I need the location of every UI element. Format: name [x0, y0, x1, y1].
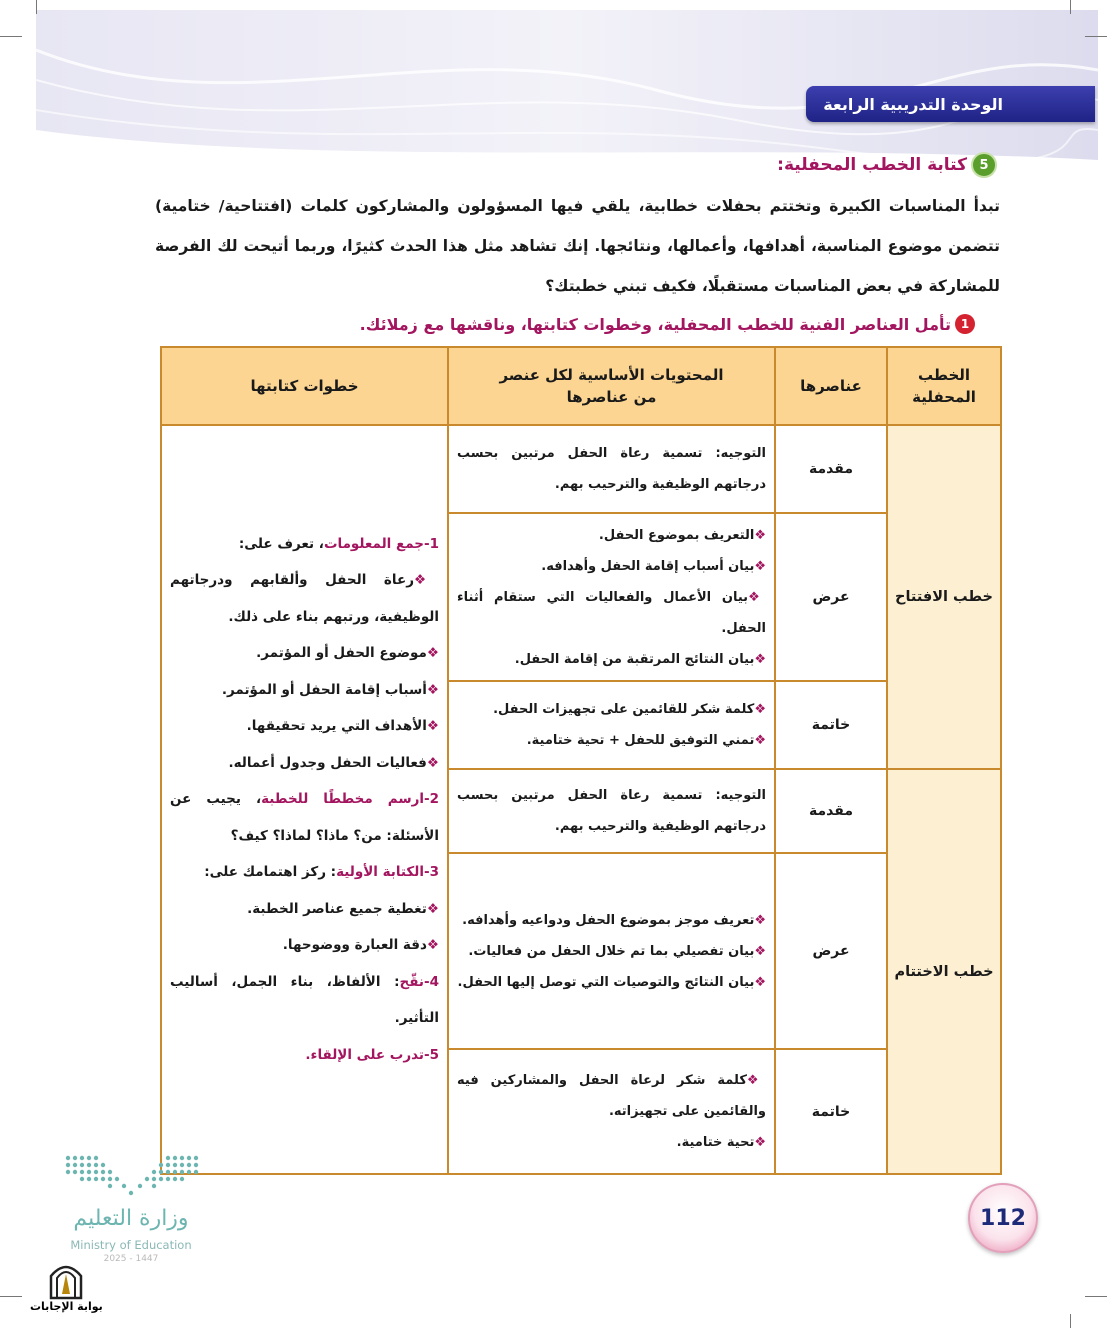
opening-intro-content: التوجيه: تسمية رعاة الحفل مرتبين بحسب درجاتهم الوظيفية والترحيب بهم.: [448, 425, 775, 513]
step-1-item: ❖ أسباب إقامة الحفل أو المؤتمر.: [170, 672, 439, 709]
opening-speech-type: خطب الافتتاح: [887, 425, 1001, 769]
closing-body-element: عرض: [775, 853, 887, 1049]
content-item: ❖ كلمة شكر للقائمين على تجهيزات الحفل.: [457, 694, 766, 725]
answers-portal-watermark: بوابة الإجابات: [30, 1300, 103, 1313]
crop-mark: [1085, 36, 1107, 37]
section-title: كتابة الخطب المحفلية:: [777, 155, 967, 175]
writing-steps: [161, 425, 448, 1174]
header-contents: [448, 347, 775, 425]
opening-body-content: [448, 513, 775, 681]
content-item: ❖ بيان تفصيلي بما تم خلال الحفل من فعاليات.: [457, 936, 766, 967]
page-number: 112: [980, 1205, 1026, 1231]
ministry-name-english: Ministry of Education: [70, 1238, 192, 1252]
ministry-name-arabic: وزارة التعليم: [73, 1206, 189, 1231]
crop-mark: [1070, 1314, 1071, 1328]
closing-conclusion-element: خاتمة: [775, 1049, 887, 1174]
unit-banner: الوحدة التدريبية الرابعة: [806, 86, 1095, 122]
content-item: ❖ كلمة شكر لرعاة الحفل والمشاركين فيه والقائمين على تجهيزاته.: [457, 1065, 766, 1127]
crop-mark: [0, 36, 22, 37]
step-3: 3-الكتابة الأولية: ركز اهتمامك على:: [204, 864, 439, 881]
content-item: ❖ بيان أسباب إقامة الحفل وأهدافه.: [457, 551, 766, 582]
closing-intro-content: التوجيه: تسمية رعاة الحفل مرتبين بحسب درجاتهم الوظيفية والترحيب بهم.: [448, 769, 775, 853]
crop-mark: [36, 0, 37, 14]
activity-heading: [360, 314, 975, 334]
step-5-title: تدرب على الإلقاء.: [305, 1046, 424, 1063]
step-3-item: ❖ دقة العبارة ووضوحها.: [170, 927, 439, 964]
answers-portal-logo-icon: [45, 1258, 87, 1300]
header-contents-line: المحتويات الأساسية لكل عنصر: [499, 366, 724, 384]
content-item: ❖ بيان النتائج المرتقبة من إقامة الحفل.: [457, 644, 766, 675]
step-1-item: ❖ الأهداف التي يريد تحقيقها.: [170, 708, 439, 745]
closing-body-content: [448, 853, 775, 1049]
opening-body-element: عرض: [775, 513, 887, 681]
step-1: 1-جمع المعلومات، تعرف على:: [238, 535, 439, 552]
closing-speech-type: خطب الاختتام: [887, 769, 1001, 1174]
crop-mark: [0, 1296, 22, 1297]
ministry-dots-logo: [64, 1152, 200, 1200]
section-heading: [777, 152, 997, 178]
content-item: ❖ تعريف موجز بموضوع الحفل ودواعيه وأهدافه.: [457, 905, 766, 936]
closing-conclusion-content: [448, 1049, 775, 1174]
opening-intro-element: مقدمة: [775, 425, 887, 513]
intro-paragraph: تبدأ المناسبات الكبيرة وتختتم بحفلات خطابية، يلقي فيها المسؤولون والمشاركون كلمات (افتتاحية/ ختامية) تتضمن موضوع المناسبة، أهدافها، وأعمالها، ونتائجها. إنك تشاهد مثل هذا الحدث كثيرًا، وربما أتيحت لك الفرصة للمشاركة في بعض المناسبات مستقبلًا، فكيف تبني خطبتك؟: [155, 197, 1000, 295]
step-2: 2-ارسم مخططًا للخطبة، يجيب عن الأسئلة: من؟ ماذا؟ لماذا؟ كيف؟: [170, 791, 440, 844]
step-4: 4-نقّح: الألفاظ، بناء الجمل، أساليب التأثير.: [170, 973, 439, 1027]
content-item: ❖ تمني التوفيق للحفل + تحية ختامية.: [457, 725, 766, 756]
content-item: ❖ تحية ختامية.: [457, 1127, 766, 1158]
content-item: ❖ بيان الأعمال والفعاليات التي ستقام أثناء الحفل.: [457, 582, 766, 644]
content-item: ❖ التعريف بموضوع الحفل.: [457, 520, 766, 551]
speech-elements-table: [160, 346, 1002, 1175]
page-number-badge: [968, 1183, 1038, 1253]
opening-conclusion-content: [448, 681, 775, 769]
step-3-item: ❖ تغطية جميع عناصر الخطبة.: [170, 891, 439, 928]
step-5: 5-تدرب على الإلقاء.: [305, 1046, 439, 1063]
opening-conclusion-element: خاتمة: [775, 681, 887, 769]
activity-number-badge: 1: [955, 314, 975, 334]
step-2-title: ارسم مخططًا للخطبة: [261, 791, 424, 808]
table-header-row: [161, 347, 1001, 425]
activity-text: تأمل العناصر الفنية للخطب المحفلية، وخطوات كتابتها، وناقشها مع زملائك.: [359, 314, 951, 334]
closing-intro-element: مقدمة: [775, 769, 887, 853]
header-elements: عناصرها: [775, 347, 887, 425]
ministry-year: 2025 - 1447: [103, 1254, 159, 1264]
step-1-title: جمع المعلومات: [323, 535, 424, 552]
header-contents-line: من عناصرها: [566, 388, 657, 406]
header-steps: خطوات كتابتها: [161, 347, 448, 425]
step-4-title: نقّح: [399, 973, 424, 990]
step-1-item: ❖ موضوع الحفل أو المؤتمر.: [170, 635, 439, 672]
crop-mark: [1070, 0, 1071, 14]
step-1-item: ❖ رعاة الحفل وألقابهم ودرجاتهم الوظيفية، ورتبهم بناء على ذلك.: [170, 562, 439, 635]
table-row: [161, 425, 1001, 513]
step-1-item: ❖ فعاليات الحفل وجدول أعماله.: [170, 745, 439, 782]
content-item: ❖ بيان النتائج والتوصيات التي توصل إليها الحفل.: [457, 967, 766, 998]
header-speech-type: الخطب المحفلية: [887, 347, 1001, 425]
section-number-badge: 5: [971, 152, 997, 178]
step-3-title: الكتابة الأولية: [336, 864, 424, 881]
header-wave-decoration: [36, 10, 1098, 160]
crop-mark: [1085, 1296, 1107, 1297]
